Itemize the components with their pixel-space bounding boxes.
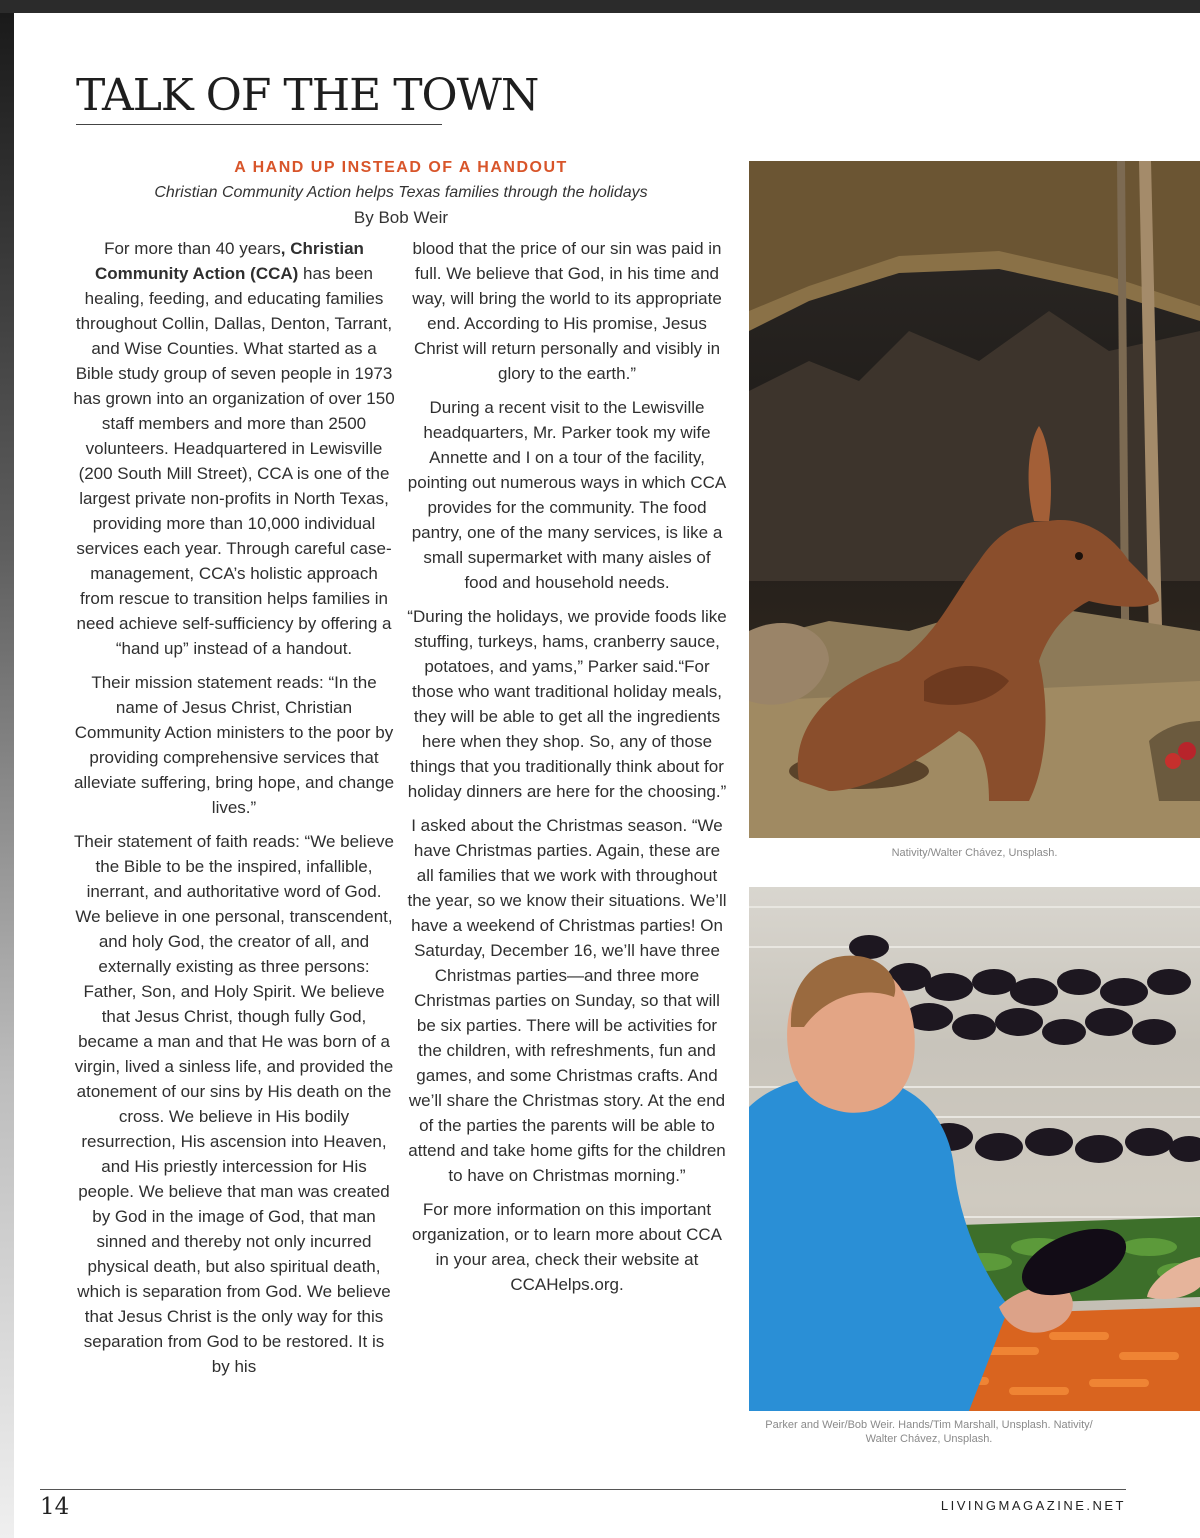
nativity-photo <box>749 161 1200 838</box>
paragraph-2: Their mission statement reads: “In the name of Jesus Christ, Christian Community Action ministers to the poor by providing comprehensive services that alleviate suffering, bring hope, and change lives.” <box>73 673 395 817</box>
parker-and-weir-photo <box>749 887 1200 1411</box>
website-url: LIVINGMAGAZINE.NET <box>940 1498 1126 1513</box>
page-edge-shadow <box>0 13 14 1538</box>
top-bar <box>0 0 1200 13</box>
paragraph-1-rest: has been healing, feeding, and educating families throughout Collin, Dallas, Denton, Tarrant, and Wise Counties. What started as a Bible study group of seven people in 1973 has grown into an organization of over 150 staff members and more than 2500 volunteers. Headquartered in Lewisville (200 South Mill Street), CCA is one of the largest private non-profits in North Texas, providing more than 10,000 individual services each year. Through careful case-management, CCA’s holistic approach from rescue to transition helps families in need achieve self-sufficiency by offering a “hand up” instead of a handout. <box>73 264 395 658</box>
organization-name: , Christian Community Action (CCA) <box>94 239 364 283</box>
paragraph-5: During a recent visit to the Lewisville headquarters, Mr. Parker took my wife Annette and I on a tour of the facility, pointing out numerous ways in which CCA provides for the community. The food pantry, one of the many services, is like a small supermarket with many aisles of food and household needs. <box>407 398 727 592</box>
photo-caption-market: Parker and Weir/Bob Weir. Hands/Tim Marshall, Unsplash. Nativity/ Walter Chávez, Unsplash. <box>765 1419 1093 1445</box>
paragraph-6: “During the holidays, we provide foods like stuffing, turkeys, hams, cranberry sauce, potatoes, and yams,” Parker said.“For those who want traditional holiday meals, they will be able to get all the ingredients here when they shop. So, any of those things that you traditionally think about for holiday dinners are here for the choosing.” <box>407 607 727 801</box>
article-kicker: A HAND UP INSTEAD OF A HANDOUT <box>234 159 568 176</box>
article-column-1 <box>73 236 395 1388</box>
section-title: TALK OF THE TOWN <box>76 70 539 121</box>
paragraph-1-intro: For more than 40 years <box>104 239 281 258</box>
article-dek: Christian Community Action helps Texas families through the holidays <box>154 184 648 201</box>
paragraph-4: blood that the price of our sin was paid in full. We believe that God, in his time and way, will bring the world to its appropriate end. According to His promise, Jesus Christ will return personally and visibly in glory to the earth.” <box>412 239 722 383</box>
market-illustration <box>749 887 1200 1411</box>
paragraph-8: For more information on this important organization, or to learn more about CCA in your area, check their website at CCAHelps.org. <box>412 1200 722 1294</box>
page-number: 14 <box>40 1494 70 1520</box>
nativity-illustration <box>749 161 1200 838</box>
paragraph-7: I asked about the Christmas season. “We have Christmas parties. Again, these are all families that we work with throughout the year, so we know their situations. We’ll have a weekend of Christmas parties! On Saturday, December 16, we’ll have three Christmas parties—and three more Christmas parties on Sunday, so that will be six parties. There will be activities for the children, with refreshments, fun and games, and some Christmas crafts. And we’ll share the Christmas story. At the end of the parties the parents will be able to attend and take home gifts for the children to have on Christmas morning.” <box>407 816 727 1185</box>
footer-rule <box>40 1489 1126 1490</box>
title-rule <box>76 124 442 125</box>
paragraph-3: Their statement of faith reads: “We believe the Bible to be the inspired, infallible, inerrant, and authoritative word of God. We believe in one personal, transcendent, and holy God, the creator of all, and externally existing as three persons: Father, Son, and Holy Spirit. We believe that Jesus Christ, though fully God, became a man and that He was born of a virgin, lived a sinless life, and provided the atonement of our sins by His death on the cross. We believe in His bodily resurrection, His ascension into Heaven, and His priestly intercession for His people. We believe that man was created by God in the image of God, that man sinned and thereby not only incurred physical death, but also spiritual death, which is separation from God. We believe that Jesus Christ is the only way for this separation from God to be restored. It is by his <box>73 832 394 1376</box>
paragraph-1 <box>73 236 395 661</box>
article-byline: By Bob Weir <box>353 208 449 227</box>
article-column-2 <box>406 236 728 1306</box>
photo-caption-nativity: Nativity/Walter Chávez, Unsplash. <box>891 847 1058 859</box>
